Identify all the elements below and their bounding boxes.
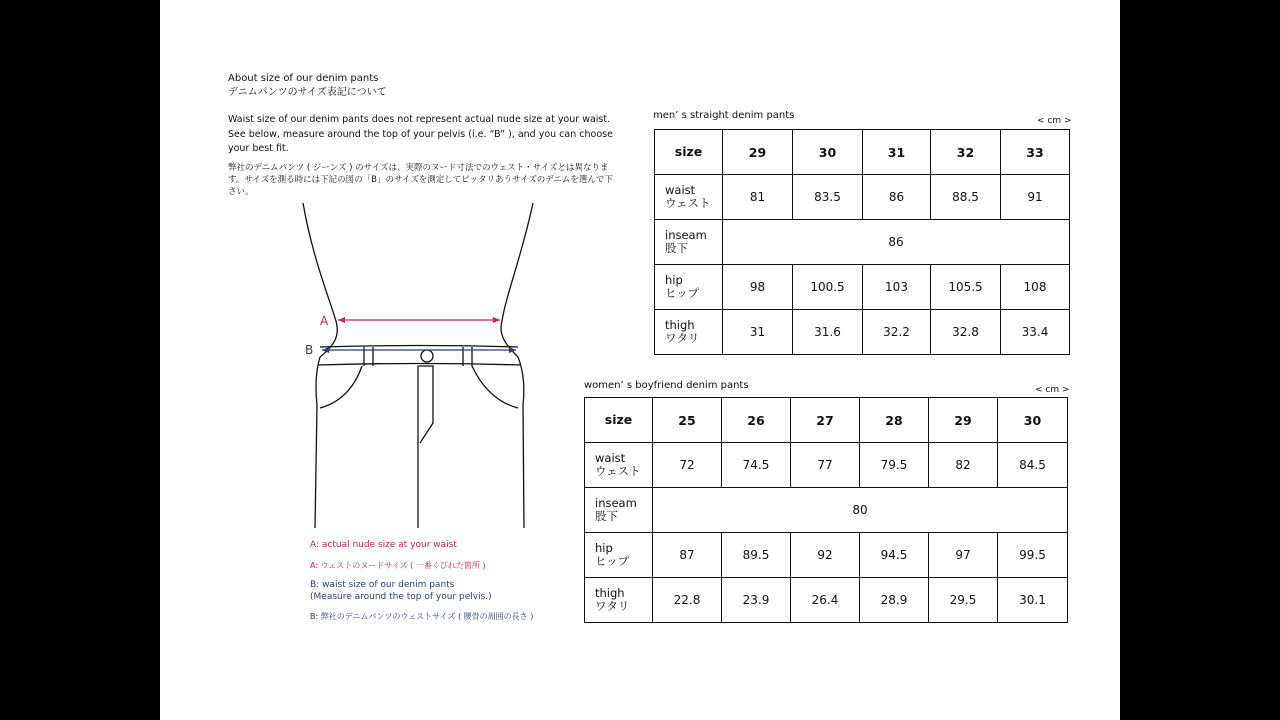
table-cell: 89.5 — [722, 533, 791, 578]
table-cell-merged: 80 — [653, 488, 1068, 533]
table-cell: 83.5 — [793, 175, 863, 220]
table-cell: 84.5 — [998, 443, 1068, 488]
table-header-row — [585, 398, 1068, 443]
waistband-top — [320, 346, 518, 348]
table-cell: 32.2 — [863, 310, 931, 355]
row-label: thigh ワタリ — [585, 578, 653, 623]
body-right-outline — [501, 203, 533, 357]
mens-size-table — [654, 129, 1070, 355]
table-cell: 74.5 — [722, 443, 791, 488]
header-cell: 30 — [793, 130, 863, 175]
table-cell: 72 — [653, 443, 722, 488]
table-cell: 86 — [863, 175, 931, 220]
table-cell: 28.9 — [860, 578, 929, 623]
pants-right-outline — [518, 357, 524, 528]
table-row — [655, 220, 1070, 265]
table-row — [655, 265, 1070, 310]
table-cell: 105.5 — [931, 265, 1001, 310]
fly-stitch — [418, 366, 433, 443]
header-cell: 32 — [931, 130, 1001, 175]
header-cell: 28 — [860, 398, 929, 443]
table-row — [585, 488, 1068, 533]
table-cell: 99.5 — [998, 533, 1068, 578]
womens-size-table — [584, 397, 1068, 623]
table-cell: 79.5 — [860, 443, 929, 488]
document-page — [160, 0, 1120, 720]
table-cell: 31 — [723, 310, 793, 355]
table-row — [585, 443, 1068, 488]
intro-title-en: About size of our denim pants — [228, 73, 379, 84]
table-cell: 23.9 — [722, 578, 791, 623]
row-label: hip ヒップ — [655, 265, 723, 310]
table-row — [585, 578, 1068, 623]
legend-b-jp: B: 弊社のデニムパンツのウェストサイズ ( 腰骨の周囲の長さ ) — [310, 612, 534, 622]
header-cell: size — [655, 130, 723, 175]
table-cell: 108 — [1001, 265, 1070, 310]
table-cell: 92 — [791, 533, 860, 578]
table-row — [585, 533, 1068, 578]
label-a: A — [320, 314, 329, 328]
legend-b-en: B: waist size of our denim pants — [310, 580, 455, 591]
header-cell: 25 — [653, 398, 722, 443]
table-row — [655, 175, 1070, 220]
intro-paragraph-jp: 弊社のデニムパンツ ( ジーンズ ) のサイズは、実際のヌード寸法でのウェスト・サイズとは異なります。サイズを測る時には下記の図の「B」のサイズを測定してピッタリあうサイズのデニムを選んで下さい。 — [228, 163, 613, 197]
table-cell: 82 — [929, 443, 998, 488]
table-cell: 77 — [791, 443, 860, 488]
table-cell: 91 — [1001, 175, 1070, 220]
intro-title-jp: デニムパンツのサイズ表記について — [228, 86, 387, 98]
pocket-right — [472, 366, 518, 408]
table-cell: 32.8 — [931, 310, 1001, 355]
table-header-row — [655, 130, 1070, 175]
denim-diagram — [300, 195, 540, 535]
table-row — [655, 310, 1070, 355]
button — [421, 350, 433, 362]
table-cell: 22.8 — [653, 578, 722, 623]
row-label: waist ウェスト — [585, 443, 653, 488]
table-cell: 87 — [653, 533, 722, 578]
table-cell-merged: 86 — [723, 220, 1070, 265]
intro-paragraph-en: Waist size of our denim pants does not represent actual nude size at your waist. See below, measure around the top of your pelvis (i.e. “B” ), and you can choose your best fit. — [228, 114, 613, 155]
header-cell: 33 — [1001, 130, 1070, 175]
table-cell: 103 — [863, 265, 931, 310]
body-left-outline — [303, 203, 337, 357]
header-cell: 30 — [998, 398, 1068, 443]
table-cell: 29.5 — [929, 578, 998, 623]
header-cell: 29 — [723, 130, 793, 175]
mens-table-title: men’ s straight denim pants — [653, 110, 795, 121]
row-label: inseam 股下 — [585, 488, 653, 533]
table-cell: 81 — [723, 175, 793, 220]
pocket-left — [320, 366, 362, 408]
waistband-bottom — [318, 364, 520, 366]
row-label: hip ヒップ — [585, 533, 653, 578]
legend-b-en2: (Measure around the top of your pelvis.) — [310, 591, 492, 602]
womens-unit: < cm > — [1035, 385, 1070, 395]
table-cell: 88.5 — [931, 175, 1001, 220]
pants-left-outline — [315, 357, 320, 528]
row-label: thigh ワタリ — [655, 310, 723, 355]
header-cell: 27 — [791, 398, 860, 443]
table-cell: 30.1 — [998, 578, 1068, 623]
header-cell: size — [585, 398, 653, 443]
table-cell: 33.4 — [1001, 310, 1070, 355]
header-cell: 31 — [863, 130, 931, 175]
mens-unit: < cm > — [1037, 116, 1072, 126]
table-cell: 98 — [723, 265, 793, 310]
legend-a-en: A: actual nude size at your waist — [310, 540, 457, 550]
row-label: waist ウェスト — [655, 175, 723, 220]
header-cell: 26 — [722, 398, 791, 443]
table-cell: 100.5 — [793, 265, 863, 310]
legend-a-jp: A: ウェストのヌードサイズ ( 一番くびれた箇所 ) — [310, 560, 486, 570]
table-cell: 94.5 — [860, 533, 929, 578]
label-b: B — [305, 343, 314, 357]
legend — [310, 540, 630, 632]
womens-table-title: women’ s boyfriend denim pants — [584, 380, 749, 391]
table-cell: 31.6 — [793, 310, 863, 355]
intro-section — [228, 72, 618, 199]
table-cell: 97 — [929, 533, 998, 578]
row-label: inseam 股下 — [655, 220, 723, 265]
header-cell: 29 — [929, 398, 998, 443]
table-cell: 26.4 — [791, 578, 860, 623]
